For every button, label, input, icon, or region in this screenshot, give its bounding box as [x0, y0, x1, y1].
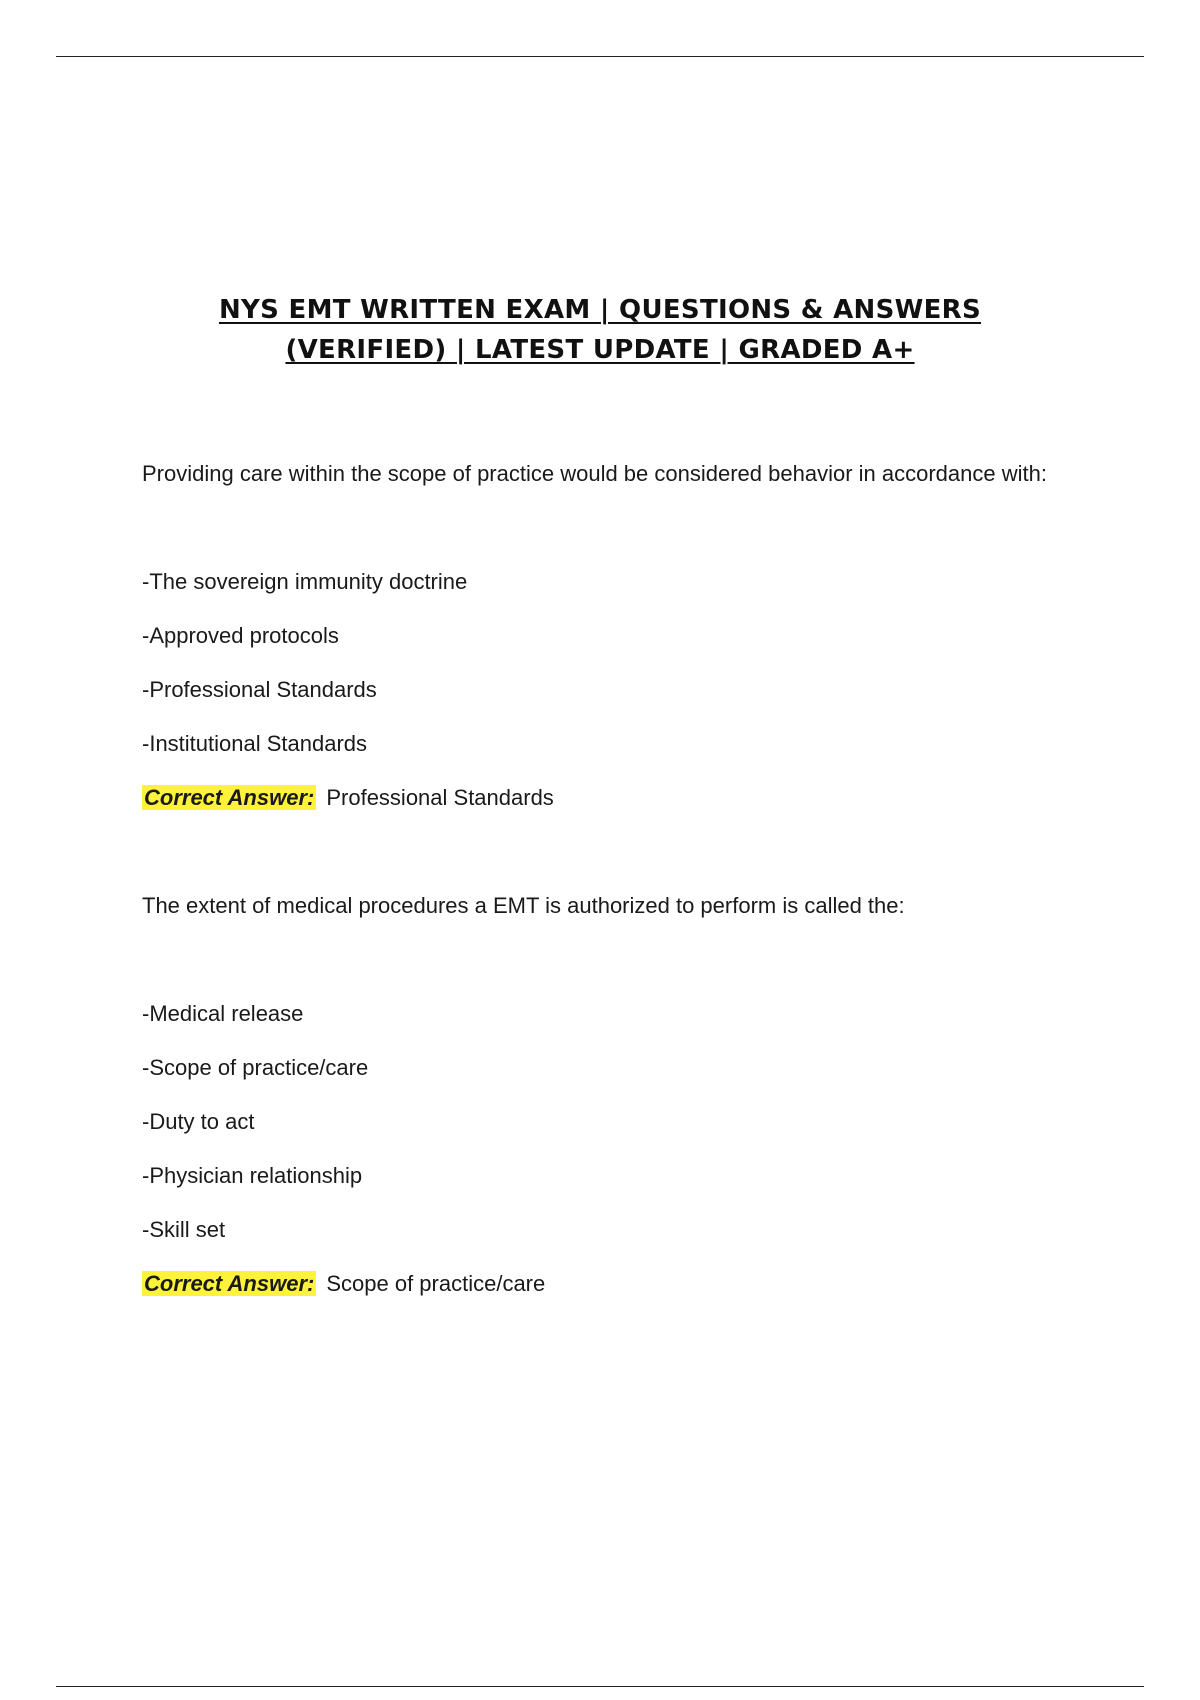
answer-option: -Physician relationship	[142, 1163, 363, 1188]
answer-option: -Skill set	[142, 1217, 226, 1242]
document-body	[142, 447, 1082, 1311]
spacer	[142, 501, 1082, 555]
correct-answer-line	[142, 1257, 1082, 1311]
spacer	[142, 933, 1082, 987]
correct-answer-label: Correct Answer:	[144, 1271, 315, 1296]
answer-option: -The sovereign immunity doctrine	[142, 569, 468, 594]
question-text: The extent of medical procedures a EMT is authorized to perform is called the:	[142, 893, 905, 918]
answer-option: -Professional Standards	[142, 677, 377, 702]
correct-answer-label: Correct Answer:	[144, 785, 315, 810]
answer-option: -Medical release	[142, 1001, 304, 1026]
document-title-line-2: (VERIFIED) | LATEST UPDATE | GRADED A+	[285, 335, 915, 365]
answer-option: -Institutional Standards	[142, 731, 368, 756]
footer-rule	[56, 1686, 1144, 1687]
correct-answer-line	[142, 771, 1082, 825]
correct-answer-value: Scope of practice/care	[326, 1271, 546, 1296]
answer-option: -Duty to act	[142, 1109, 255, 1134]
document-title-line-1: NYS EMT WRITTEN EXAM | QUESTIONS & ANSWERS	[218, 295, 982, 325]
question-block-2	[142, 879, 1082, 1311]
answer-option: -Scope of practice/care	[142, 1055, 369, 1080]
correct-answer-value: Professional Standards	[326, 785, 554, 810]
question-block-1	[142, 447, 1082, 825]
answer-option: -Approved protocols	[142, 623, 339, 648]
document-title	[0, 290, 1200, 370]
spacer	[142, 825, 1082, 879]
question-text: Providing care within the scope of practice would be considered behavior in accordance with:	[142, 461, 1047, 486]
header-rule	[56, 56, 1144, 57]
